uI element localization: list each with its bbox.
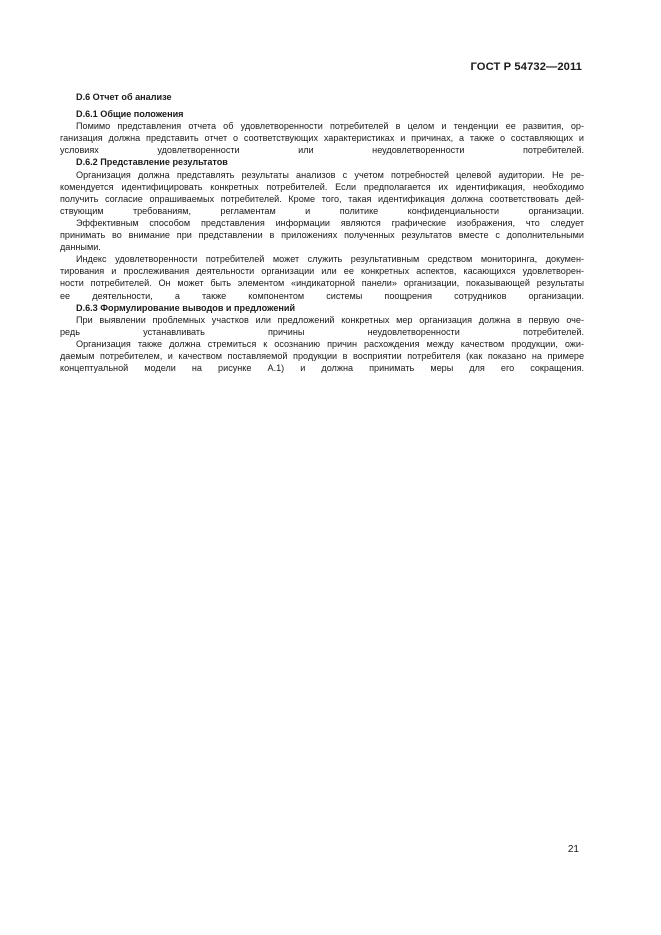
paragraph-line: ствующим требованиям, регламентам и политике конфиденциальности организации. xyxy=(60,205,584,216)
page-number: 21 xyxy=(567,844,579,855)
paragraph-line: Индекс удовлетворенности потребителей может служить результативным средством мониторинга, докумен- xyxy=(76,254,584,265)
paragraph-line: тирования и прослеживания деятельности организации или ее конкретных аспектов, касающихся удовлетворен- xyxy=(60,266,584,277)
paragraph-line: Помимо представления отчета об удовлетворенности потребителей в целом и тенденции ее развития, ор- xyxy=(76,121,584,132)
paragraph-line: концептуальной модели на рисунке А.1) и должна принимать меры для его сокращения. xyxy=(60,363,584,374)
document-body xyxy=(60,91,584,374)
paragraph-line: Эффективным способом представления информации являются графические изображения, что следует xyxy=(76,217,584,228)
document-code-header: ГОСТ Р 54732—2011 xyxy=(470,61,582,73)
paragraph-line: ности потребителей. Он может быть элементом «индикаторной панели» организации, показывающей результаты xyxy=(60,278,584,289)
paragraph-line: редь устанавливать причины неудовлетворенности потребителей. xyxy=(60,326,584,337)
paragraph-line: условиях удовлетворенности или неудовлетворенности потребителей. xyxy=(60,145,584,156)
paragraph-line: получить согласие опрашиваемых потребителей. Кроме того, такая идентификация должна соответствовать дей- xyxy=(60,193,584,204)
paragraph-line: Организация должна представлять результаты анализов с учетом потребностей целевой аудитории. Не ре- xyxy=(76,169,584,180)
paragraph-line: ее деятельности, а также компонентом системы поощрения сотрудников организации. xyxy=(60,290,584,301)
paragraph-line: Организация также должна стремиться к осознанию причин расхождения между качеством продукции, ожи- xyxy=(76,338,584,349)
subsection-heading: D.6.2 Представление результатов xyxy=(76,157,228,168)
paragraph-line: принимать во внимание при представлении в приложениях полученных результатов вместе с дополнительными xyxy=(60,230,584,241)
paragraph-line: данными. xyxy=(60,242,101,253)
paragraph-line: ганизация должна представить отчет о соответствующих характеристиках и причинах, а также о составляющих и xyxy=(60,133,584,144)
subsection-heading: D.6.1 Общие положения xyxy=(76,109,184,120)
section-title: D.6 Отчет об анализе xyxy=(76,92,172,102)
subsection-heading: D.6.3 Формулирование выводов и предложений xyxy=(76,302,296,313)
paragraph-line: При выявлении проблемных участков или предложений конкретных мер организация должна в первую оче- xyxy=(76,314,584,325)
paragraph-line: даемым потребителем, и качеством поставляемой продукции в восприятии потребителя (как показано на примере xyxy=(60,350,584,361)
paragraph-line: комендуется идентифицировать конкретных потребителей. Если предполагается их идентификация, необходимо xyxy=(60,181,584,192)
